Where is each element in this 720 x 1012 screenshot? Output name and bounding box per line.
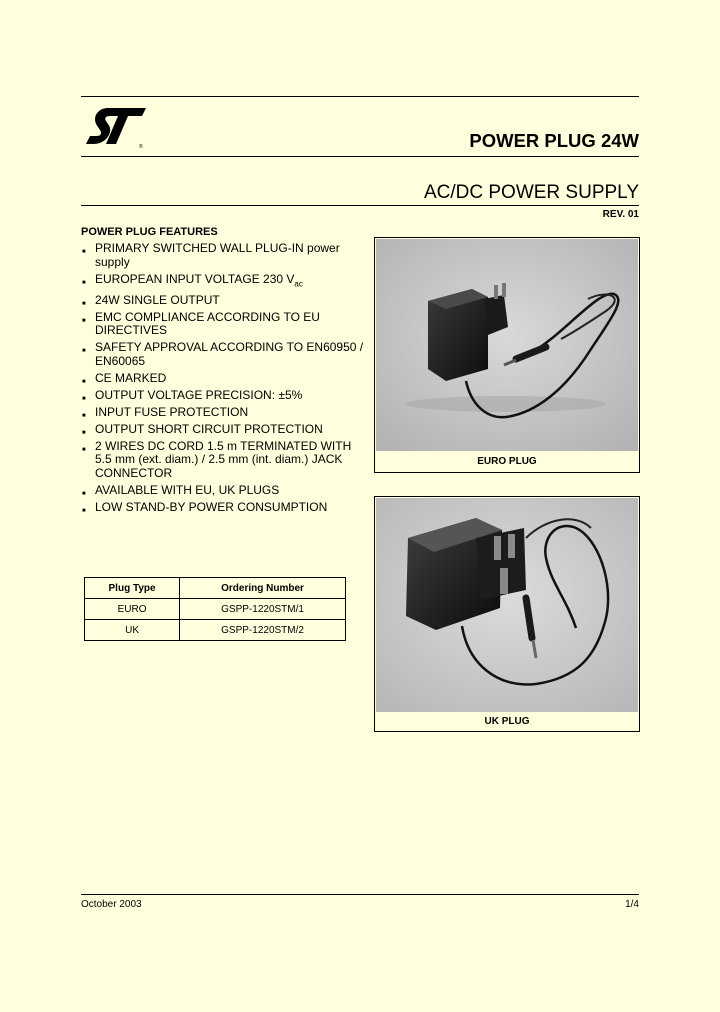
bullet-icon: ■ <box>82 429 86 436</box>
table-cell: UK <box>85 620 180 641</box>
table-cell: GSPP-1220STM/1 <box>180 599 346 620</box>
feature-item: ■ INPUT FUSE PROTECTION <box>81 406 371 420</box>
bullet-icon: ■ <box>82 300 86 307</box>
footer-date: October 2003 <box>81 899 142 910</box>
feature-item: ■ OUTPUT VOLTAGE PRECISION: ±5% <box>81 389 371 403</box>
bullet-icon: ■ <box>82 348 86 355</box>
column-header: Ordering Number <box>180 578 346 599</box>
revision-label: REV. 01 <box>602 209 639 220</box>
feature-item: ■ LOW STAND-BY POWER CONSUMPTION <box>81 501 371 515</box>
top-rule <box>81 96 639 97</box>
uk-plug-photo <box>376 498 638 712</box>
uk-plug-figure <box>374 496 640 732</box>
feature-item: ■ CE MARKED <box>81 372 371 386</box>
bullet-icon: ■ <box>82 249 86 255</box>
figure-caption: UK PLUG <box>484 716 530 727</box>
subtitle-rule <box>81 205 639 206</box>
bullet-icon: ■ <box>82 412 86 419</box>
euro-plug-figure <box>374 237 640 473</box>
feature-item: ■ 24W SINGLE OUTPUT <box>81 294 371 308</box>
features-list <box>81 242 371 518</box>
bullet-icon: ■ <box>82 395 86 402</box>
feature-item: ■ PRIMARY SWITCHED WALL PLUG-IN power supply <box>82 241 340 269</box>
footer-rule <box>81 894 639 895</box>
page-number: 1/4 <box>625 899 639 910</box>
feature-item: ■ OUTPUT SHORT CIRCUIT PROTECTION <box>81 423 371 437</box>
feature-item: ■ EMC COMPLIANCE ACCORDING TO EU DIRECTIVES <box>82 309 320 338</box>
title-rule <box>81 156 639 157</box>
figure-caption: EURO PLUG <box>477 456 537 467</box>
table-row <box>85 599 346 620</box>
table-row <box>85 620 346 641</box>
table-header-row <box>85 578 346 599</box>
feature-item: ■ EUROPEAN INPUT VOLTAGE 230 $V_{ac}$ <box>81 273 371 291</box>
table-cell: GSPP-1220STM/2 <box>180 620 346 641</box>
table-cell: EURO <box>85 599 180 620</box>
feature-item: ■ 2 WIRES DC CORD 1.5 m TERMINATED WITH 5.5 mm (ext. diam.) / 2.5 mm (int. diam.) JACK CONNECTOR <box>82 438 352 480</box>
euro-plug-photo <box>376 239 638 451</box>
bullet-icon: ■ <box>82 507 86 514</box>
column-header: Plug Type <box>85 578 180 599</box>
feature-item: ■ AVAILABLE WITH EU, UK PLUGS <box>81 484 371 498</box>
document-subtitle: AC/DC POWER SUPPLY <box>423 182 639 203</box>
feature-item: ■ SAFETY APPROVAL ACCORDING TO EN60950 / EN60065 <box>82 340 364 368</box>
bullet-icon: ■ <box>82 446 86 453</box>
bullet-icon: ■ <box>82 317 86 324</box>
bullet-icon: ■ <box>82 378 86 385</box>
svg-text:®: ® <box>139 144 143 150</box>
bullet-icon: ■ <box>82 490 86 497</box>
document-title: POWER PLUG 24W <box>469 130 639 151</box>
ordering-table <box>84 577 346 641</box>
st-logo <box>84 104 150 150</box>
voltage-subscript: ac <box>294 278 303 288</box>
features-heading: POWER PLUG FEATURES <box>81 226 218 238</box>
bullet-icon: ■ <box>82 279 86 286</box>
